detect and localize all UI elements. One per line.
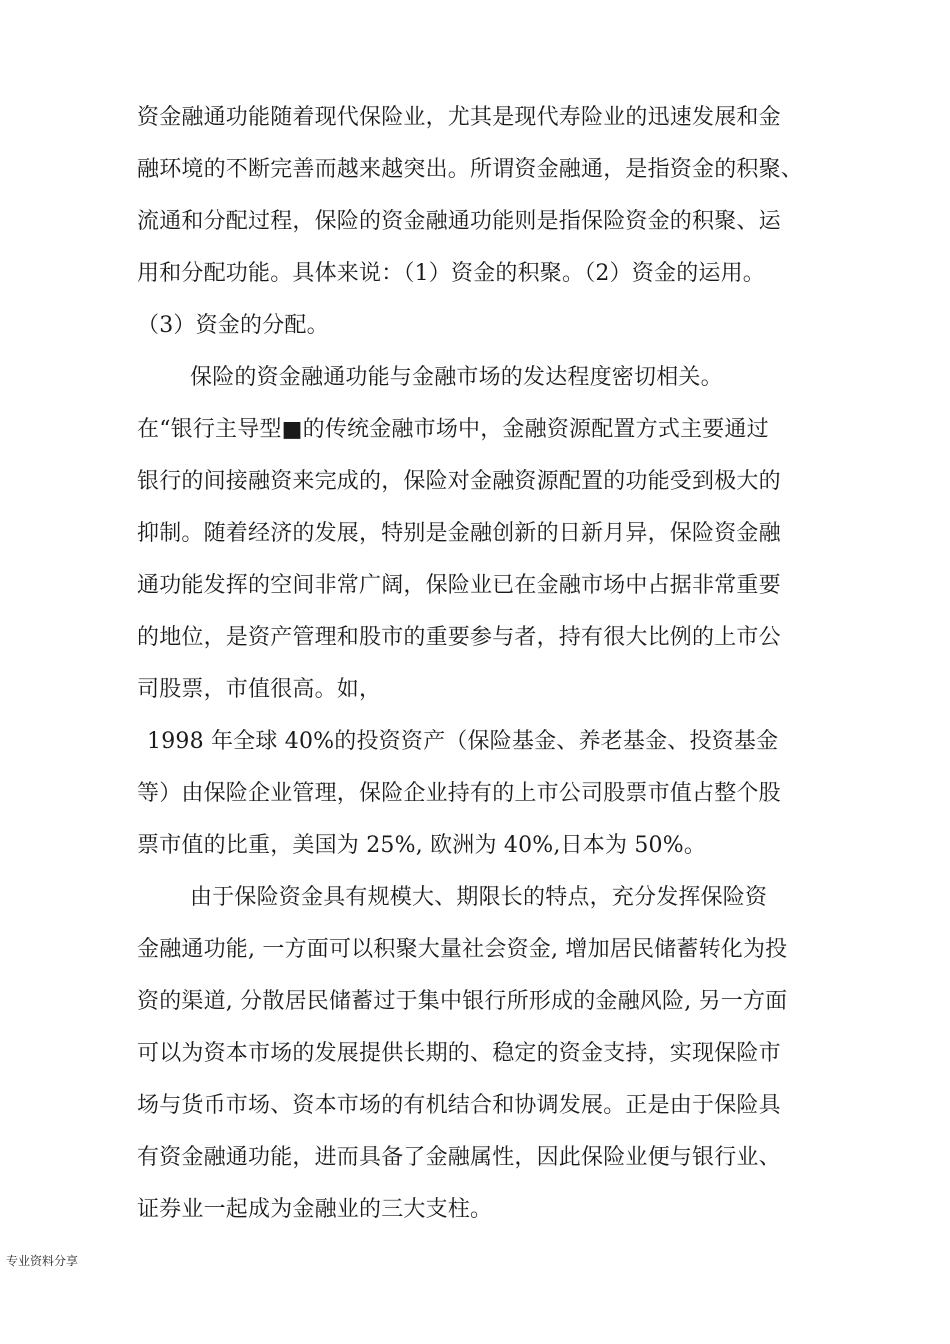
text-line: （3）资金的分配。 <box>137 313 329 338</box>
text-line: 的地位，是资产管理和股市的重要参与者，持有很大比例的上市公 <box>137 625 781 650</box>
text-line: 通功能发挥的空间非常广阔，保险业已在金融市场中占据非常重要 <box>137 573 781 598</box>
text-line: 资金融通功能随着现代保险业，尤其是现代寿险业的迅速发展和金 <box>137 105 781 130</box>
text-line: 银行的间接融资来完成的，保险对金融资源配置的功能受到极大的 <box>137 469 781 494</box>
text-line: 用和分配功能。具体来说：（1）资金的积聚。（2）资金的运用。 <box>137 261 765 286</box>
text-line: 有资金融通功能，进而具备了金融属性，因此保险业便与银行业、 <box>137 1145 781 1170</box>
text-line: 资的渠道, 分散居民储蓄过于集中银行所形成的金融风险, 另一方面 <box>137 989 788 1014</box>
text-line: 抑制。随着经济的发展，特别是金融创新的日新月异，保险资金融 <box>137 521 781 546</box>
text-line: 证券业一起成为金融业的三大支柱。 <box>137 1197 493 1222</box>
text-line: 可以为资本市场的发展提供长期的、稳定的资金支持，实现保险市 <box>137 1041 781 1066</box>
page-footer: 专业资料分享 <box>6 1254 79 1268</box>
text-line: 1998 年全球 40%的投资资产（保险基金、养老基金、投资基金 <box>147 729 779 754</box>
text-line: 票市值的比重，美国为 25%, 欧洲为 40%,日本为 50%。 <box>137 833 707 858</box>
text-line: 等）由保险企业管理，保险企业持有的上市公司股票市值占整个股 <box>137 781 781 806</box>
text-line: 场与货币市场、资本市场的有机结合和协调发展。正是由于保险具 <box>137 1093 781 1118</box>
text-line: 融环境的不断完善而越来越突出。所谓资金融通，是指资金的积聚、 <box>137 157 804 182</box>
text-line: 流通和分配过程，保险的资金融通功能则是指保险资金的积聚、运 <box>137 209 781 234</box>
text-line: 在“银行主导型■的传统金融市场中，金融资源配置方式主要通过 <box>137 417 769 442</box>
text-line: 金融通功能, 一方面可以积聚大量社会资金, 增加居民储蓄转化为投 <box>137 937 788 962</box>
paragraph-indent-line: 保险的资金融通功能与金融市场的发达程度密切相关。 <box>190 365 723 390</box>
text-line: 司股票，市值很高。如， <box>137 677 382 702</box>
paragraph-indent-line: 由于保险资金具有规模大、期限长的特点，充分发挥保险资 <box>190 885 768 910</box>
